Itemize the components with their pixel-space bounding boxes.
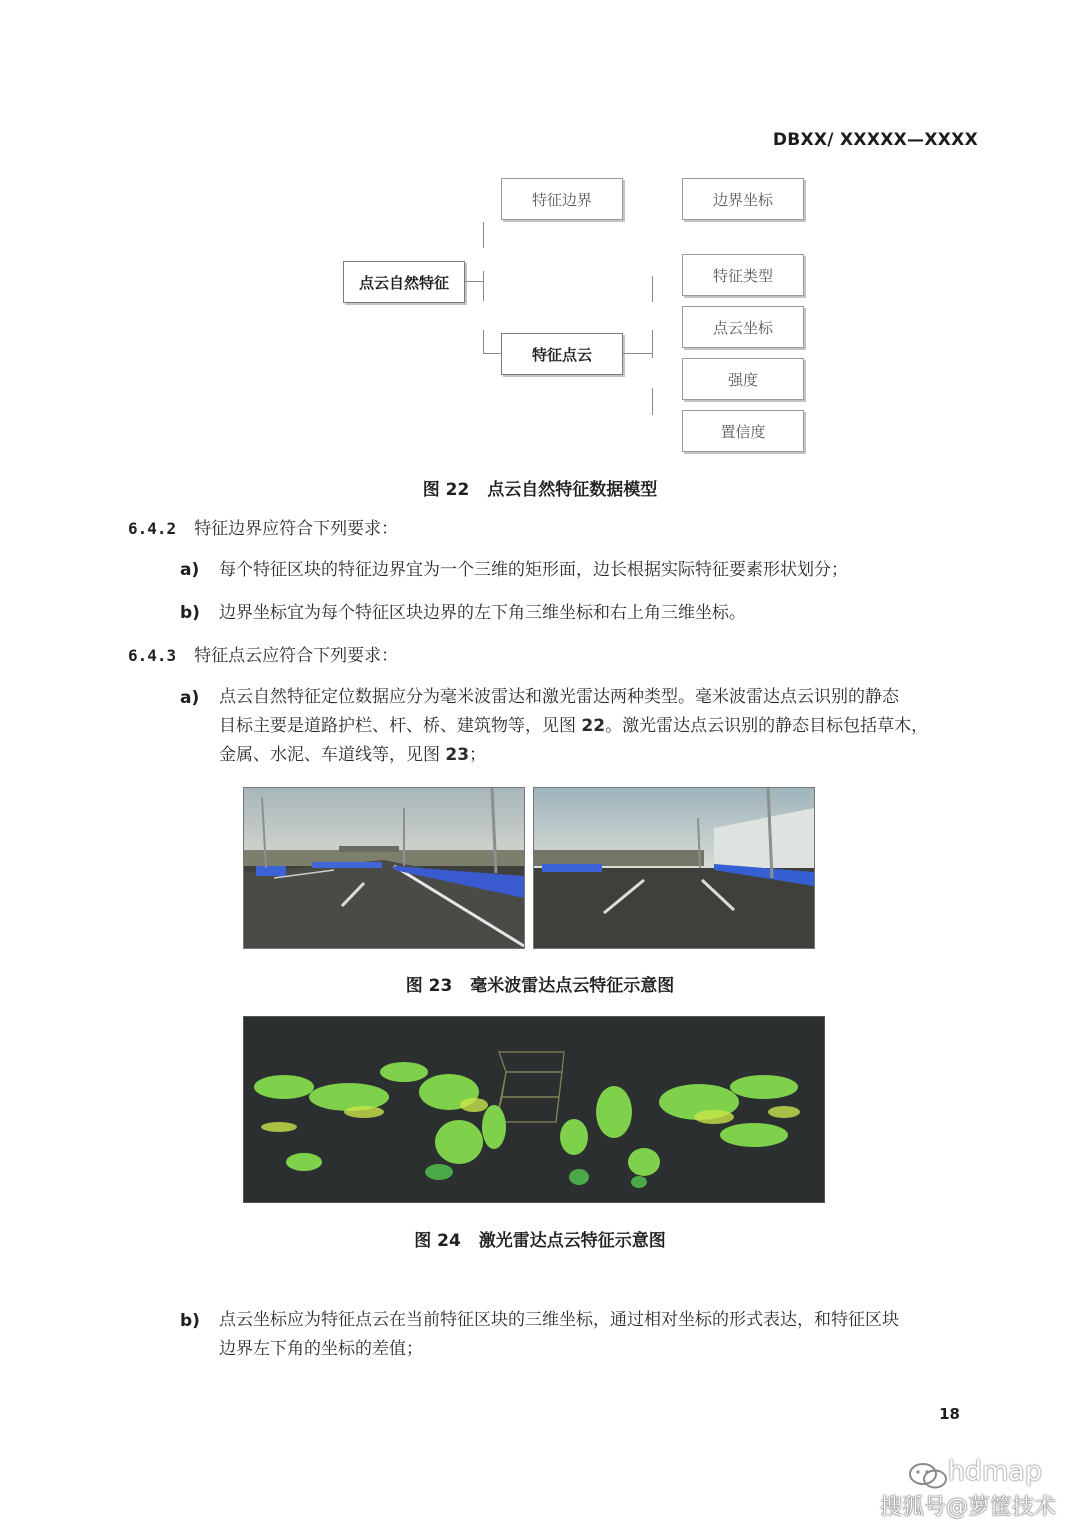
- figure-24-caption: 图 24 激光雷达点云特征示意图: [414, 1231, 666, 1251]
- list-item-label: a): [180, 560, 200, 580]
- lidar-point-cloud-image: [243, 1016, 825, 1203]
- connector: [652, 330, 653, 358]
- page-number: 18: [939, 1405, 960, 1423]
- section-6-4-2-heading: 6.4.2 特征边界应符合下列要求：: [128, 519, 399, 539]
- intensity-node: 强度: [682, 358, 804, 400]
- point-coordinate-node: 点云坐标: [682, 306, 804, 348]
- document-code: DBXX/ XXXXX—XXXX: [772, 130, 978, 150]
- list-item-label: a): [180, 688, 200, 708]
- pointcloud-node: 特征点云: [501, 333, 623, 375]
- wechat-icon: [906, 1460, 950, 1492]
- list-item-label: b): [180, 1311, 200, 1331]
- connector: [652, 388, 653, 415]
- connector: [483, 353, 501, 354]
- feature-type-node: 特征类型: [682, 254, 804, 296]
- list-item-text: 点云自然特征定位数据应分为毫米波雷达和激光雷达两种类型。毫米波雷达点云识别的静态 目标主要是道路护栏、杆、桥、建筑物等，见图 22。激光雷达点云识别的静态目标包括草木， 金属、水泥、车道线等，见图 23；: [219, 687, 929, 765]
- watermark-source: 搜狐号@萝筐技术: [879, 1495, 1056, 1520]
- root-node: 点云自然特征: [343, 261, 465, 303]
- figure-22-caption: 图 22 点云自然特征数据模型: [422, 480, 658, 500]
- connector: [623, 353, 652, 354]
- connector: [483, 222, 484, 248]
- figure-23-caption: 图 23 毫米波雷达点云特征示意图: [405, 976, 675, 996]
- list-item-label: b): [180, 603, 200, 623]
- connector: [483, 330, 484, 354]
- confidence-node: 置信度: [682, 410, 804, 452]
- section-6-4-3-heading: 6.4.3 特征点云应符合下列要求：: [128, 646, 399, 666]
- connector: [652, 276, 653, 302]
- watermark-brand: hdmap: [947, 1456, 1042, 1487]
- list-item-text: 每个特征区块的特征边界宜为一个三维的矩形面，边长根据实际特征要素形状划分；: [219, 560, 848, 580]
- radar-photo-left: [243, 787, 525, 949]
- connector: [483, 271, 484, 301]
- radar-photo-right: [533, 787, 815, 949]
- connector: [465, 281, 483, 282]
- list-item-text: 边界坐标宜为每个特征区块边界的左下角三维坐标和右上角三维坐标。: [219, 603, 746, 623]
- boundary-node: 特征边界: [501, 178, 623, 220]
- boundary-coordinate-node: 边界坐标: [682, 178, 804, 220]
- list-item-text: 点云坐标应为特征点云在当前特征区块的三维坐标，通过相对坐标的形式表达，和特征区块 边界左下角的坐标的差值；: [219, 1310, 899, 1359]
